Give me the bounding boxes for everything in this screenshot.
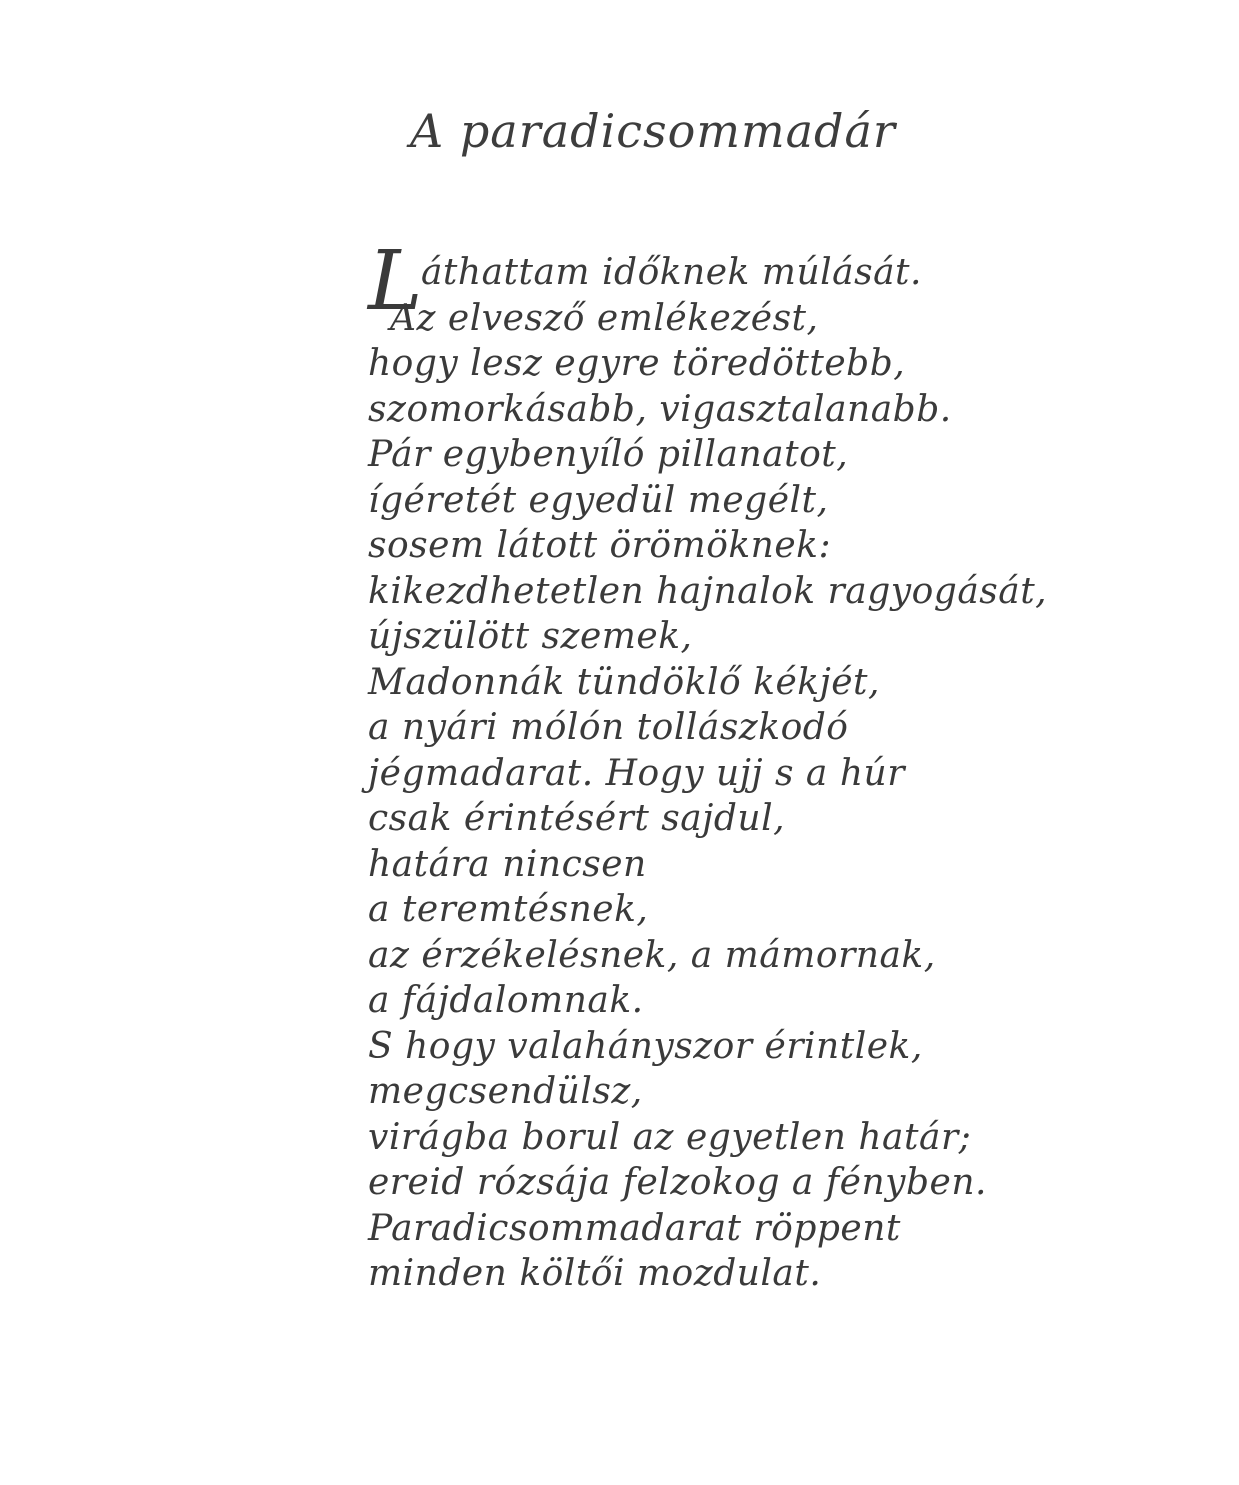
poem-line-2: Az elvesző emlékezést, xyxy=(390,297,819,339)
poem-line-23: minden költői mozdulat. xyxy=(368,1253,822,1294)
poem-line-14: határa nincsen xyxy=(368,843,647,885)
poem-line-19: megcsendülsz, xyxy=(368,1071,643,1112)
poem-line-20: virágba borul az egyetlen határ; xyxy=(368,1116,972,1158)
poem-line-text: áthattam időknek múlását. xyxy=(420,252,922,293)
poem-line-6: ígéretét egyedül megélt, xyxy=(368,479,829,521)
poem-line-11: a nyári mólón tollászkodó xyxy=(368,707,849,748)
poem-line-10: Madonnák tündöklő kékjét, xyxy=(368,661,880,703)
poem-line-9: újszülött szemek, xyxy=(368,616,693,657)
poem-line-18: S hogy valahányszor érintlek, xyxy=(368,1025,923,1067)
poem-line-3: hogy lesz egyre töredöttebb, xyxy=(368,343,906,384)
poem-line-5: Pár egybenyíló pillanatot, xyxy=(368,434,849,475)
poem-line-21: ereid rózsája felzokog a fényben. xyxy=(368,1162,987,1203)
poem-line-17: a fájdalomnak. xyxy=(368,980,644,1021)
poem-line-13: csak érintésért sajdul, xyxy=(368,798,786,839)
poem-line-7: sosem látott örömöknek: xyxy=(368,525,832,566)
poem-title: A paradicsommadár xyxy=(410,104,896,158)
poem-line-12: jégmadarat. Hogy ujj s a húr xyxy=(368,752,905,794)
poem-line-4: szomorkásabb, vigasztalanabb. xyxy=(368,388,952,430)
poem-line-22: Paradicsommadarat röppent xyxy=(368,1207,901,1249)
poem-line-8: kikezdhetetlen hajnalok ragyogását, xyxy=(368,570,1048,612)
poem-body xyxy=(368,234,1048,1297)
poem-line-16: az érzékelésnek, a mámornak, xyxy=(368,934,936,976)
poem-line-15: a teremtésnek, xyxy=(368,889,649,930)
drop-cap-initial: L xyxy=(368,234,423,329)
